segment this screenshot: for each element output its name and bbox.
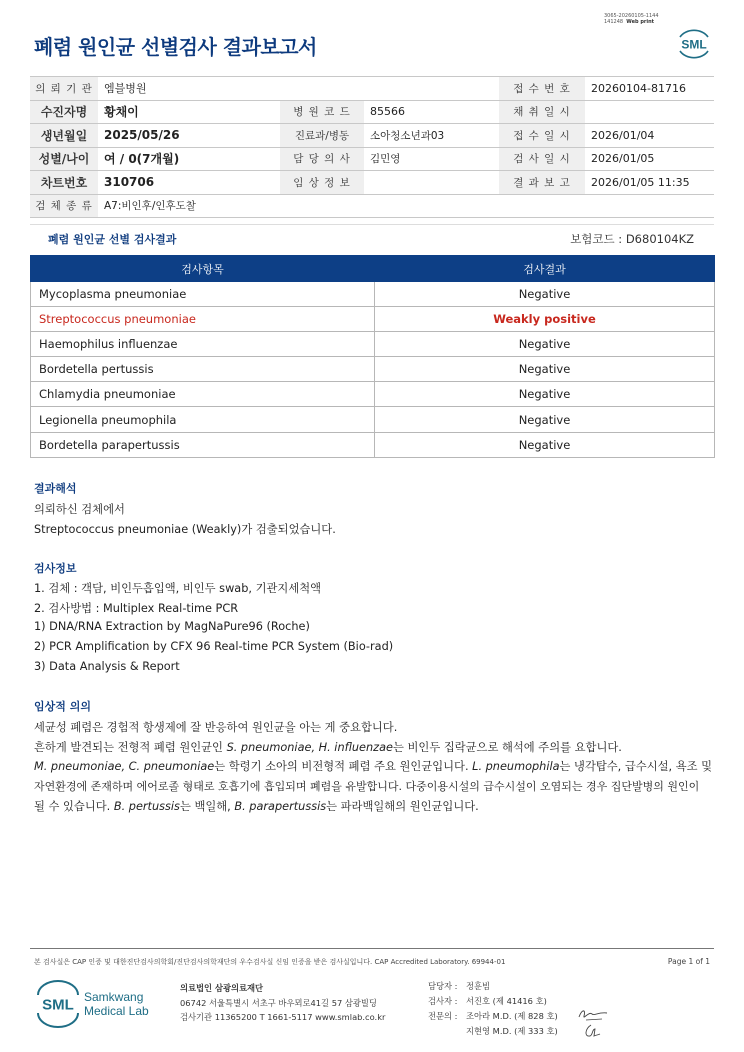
test-date-label: 검 사 일 시	[499, 147, 585, 171]
info-row	[30, 194, 714, 218]
logo-arc-top	[38, 981, 78, 995]
sml-logo	[674, 25, 714, 61]
info-row	[30, 77, 714, 101]
test-item: Streptococcus pneumoniae	[31, 307, 375, 332]
org-address: 06742 서울특별시 서초구 바우뫼로41길 57 삼광빌딩	[180, 997, 377, 1008]
test-result: Negative	[375, 382, 715, 407]
clinical-line: 흔하게 발견되는 전형적 폐렴 원인균인 S. pneumoniae, H. influenzae는 비인두 집락균으로 해석에 주의를 요합니다.	[34, 741, 622, 754]
test-date: 2026/01/05	[585, 147, 714, 171]
specimen: A7:비인후/인후도찰	[98, 194, 714, 218]
table-row	[31, 357, 715, 382]
report-date-label: 결 과 보 고	[499, 171, 585, 195]
test-info-line: 2. 검사방법 : Multiplex Real-time PCR	[34, 602, 239, 615]
test-info-line: 1) DNA/RNA Extraction by MagNaPure96 (Roche)	[34, 620, 310, 633]
organism-names: B. parapertussis	[234, 800, 327, 813]
signature-1	[576, 1007, 610, 1023]
tester-label: 검사자 :	[428, 996, 458, 1006]
chart-no-label: 차트번호	[30, 171, 98, 195]
samkwang-logo	[36, 980, 186, 1030]
interpretation-line: Streptococcus pneumoniae (Weakly)가 검출되었습니다.	[34, 523, 336, 536]
receipt-no: 20260104-81716	[585, 77, 714, 101]
test-result: Negative	[375, 432, 715, 457]
org-contact: 검사기관 11365200 T 1661-5117 www.smlab.co.kr	[180, 1012, 386, 1022]
test-item: Chlamydia pneumoniae	[31, 382, 375, 407]
interpretation-heading: 결과해석	[34, 482, 77, 495]
clinical-info	[364, 171, 499, 195]
dept: 소아청소년과03	[364, 124, 499, 148]
logo-arc-bottom	[680, 51, 708, 58]
test-info-line: 2) PCR Amplification by CFX 96 Real-time PCR System (Bio-rad)	[34, 640, 394, 653]
test-info-line: 1. 검체 : 객담, 비인두흡입액, 비인두 swab, 기관지세척액	[34, 582, 322, 595]
receipt-date: 2026/01/04	[585, 124, 714, 148]
org-name: 의료법인 삼광의료재단	[180, 983, 264, 993]
test-item: Haemophilus influenzae	[31, 332, 375, 357]
birth-date: 2025/05/26	[98, 124, 280, 148]
specialist-2: 지현영 M.D. (제 333 호)	[466, 1026, 558, 1036]
logo-name-1: Samkwang	[84, 990, 144, 1004]
requesting-org: 엠블병원	[98, 77, 499, 101]
hospital-code-label: 병 원 코 드	[280, 100, 364, 124]
logo-name-2: Medical Lab	[84, 1004, 149, 1018]
test-result: Weakly positive	[375, 307, 715, 332]
patient-name-label: 수진자명	[30, 100, 98, 124]
test-result: Negative	[375, 407, 715, 432]
organism-names: L. pneumophila	[472, 760, 560, 773]
report-title: 폐렴 원인균 선별검사 결과보고서	[34, 35, 317, 59]
test-result: Negative	[375, 282, 715, 307]
organism-names: S. pneumoniae, H. influenzae	[226, 741, 393, 754]
test-info-heading: 검사정보	[34, 562, 77, 575]
info-row	[30, 171, 714, 195]
dept-label: 진료과/병동	[280, 124, 364, 148]
footer-divider	[30, 948, 714, 949]
logo-arc-bottom	[38, 1013, 78, 1027]
clinical-heading: 임상적 의의	[34, 700, 91, 713]
table-row	[31, 432, 715, 457]
test-info-line: 3) Data Analysis & Report	[34, 660, 180, 673]
receipt-no-label: 접 수 번 호	[499, 77, 585, 101]
print-id-line1: 3065-20260105-1144	[604, 13, 659, 19]
results-section-header	[30, 224, 714, 251]
logo-arc-top	[680, 30, 708, 37]
tester: 서진호 (제 41416 호)	[466, 996, 547, 1006]
clinical-line: 세균성 폐렴은 경험적 항생제에 잘 반응하여 원인균을 아는 게 중요합니다.	[34, 721, 398, 734]
test-item: Legionella pneumophila	[31, 407, 375, 432]
signature-2	[582, 1023, 602, 1039]
table-row	[31, 282, 715, 307]
organism-names: B. pertussis	[113, 800, 180, 813]
hospital-code: 85566	[364, 100, 499, 124]
logo-text: SML	[681, 37, 707, 52]
table-row	[31, 407, 715, 432]
accreditation-note: 본 검사실은 CAP 인증 및 대한진단검사의학회/진단검사의학재단의 우수검사실 신임 인증을 받은 검사실입니다. CAP Accredited Laboratory. 69944-01	[34, 958, 506, 966]
org-info	[180, 981, 385, 1025]
manager-label: 담당자 :	[428, 981, 458, 991]
test-item: Bordetella parapertussis	[31, 432, 375, 457]
table-row-positive	[31, 307, 715, 332]
clinical-line: 자연환경에 존재하며 에어로졸 형태로 호흡기에 흡입되며 폐렴을 유발합니다. 다중이용시설의 급수시설이 오염되는 경우 집단발병의 원인이	[34, 780, 700, 793]
col-header-item: 검사항목	[31, 256, 375, 282]
test-item: Mycoplasma pneumoniae	[31, 282, 375, 307]
organism-names: M. pneumoniae, C. pneumoniae	[34, 760, 215, 773]
collection-date-label: 채 취 일 시	[499, 100, 585, 124]
interpretation-line: 의뢰하신 검체에서	[34, 503, 125, 516]
info-row	[30, 100, 714, 124]
receipt-date-label: 접 수 일 시	[499, 124, 585, 148]
results-header-row	[31, 256, 715, 282]
insurance-code: 보험코드 : D680104KZ	[570, 232, 694, 246]
clinical-info-label: 임 상 정 보	[280, 171, 364, 195]
print-id-line2: 141248	[604, 19, 624, 25]
results-section-title: 폐렴 원인균 선별 검사결과	[48, 233, 177, 246]
staff-info	[428, 979, 558, 1039]
specialist-1: 조아라 M.D. (제 828 호)	[466, 1011, 558, 1021]
page-number: Page 1 of 1	[667, 957, 710, 966]
patient-name: 황채이	[98, 100, 280, 124]
specialist-label: 전문의 :	[428, 1011, 458, 1021]
test-result: Negative	[375, 357, 715, 382]
manager: 정훈빔	[466, 981, 491, 991]
info-row	[30, 147, 714, 171]
clinical-line: 될 수 있습니다. B. pertussis는 백일해, B. parapertussis는 파라백일해의 원인균입니다.	[34, 800, 479, 813]
col-header-result: 검사결과	[375, 256, 715, 282]
test-result: Negative	[375, 332, 715, 357]
info-row	[30, 124, 714, 148]
sex-age: 여 / 0(7개월)	[98, 147, 280, 171]
sex-age-label: 성별/나이	[30, 147, 98, 171]
logo-text: SML	[42, 996, 74, 1014]
table-row	[31, 382, 715, 407]
requesting-org-label: 의 뢰 기 관	[30, 77, 98, 101]
chart-no: 310706	[98, 171, 280, 195]
collection-date	[585, 100, 714, 124]
web-print-label: Web print	[626, 19, 655, 25]
doctor-label: 담 당 의 사	[280, 147, 364, 171]
table-row	[31, 332, 715, 357]
results-table	[30, 255, 715, 458]
report-date: 2026/01/05 11:35	[585, 171, 714, 195]
test-item: Bordetella pertussis	[31, 357, 375, 382]
doctor: 김민영	[364, 147, 499, 171]
print-id	[604, 13, 659, 25]
patient-info-table	[30, 76, 714, 218]
birth-label: 생년월일	[30, 124, 98, 148]
clinical-line: M. pneumoniae, C. pneumoniae는 학령기 소아의 비전형적 폐렴 주요 원인균입니다. L. pneumophila는 냉각탑수, 급수시설, 욕조 및	[34, 760, 713, 773]
specimen-label: 검 체 종 류	[30, 194, 98, 218]
